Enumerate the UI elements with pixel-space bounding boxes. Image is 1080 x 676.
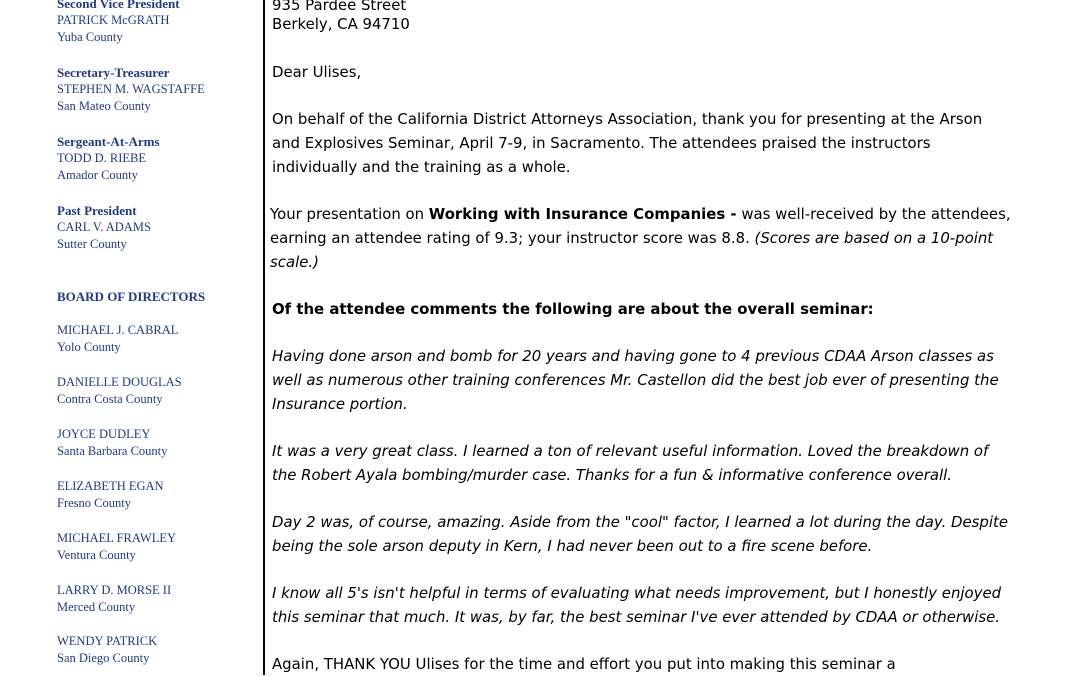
director-entry xyxy=(57,322,178,356)
comment-line: being the sole arson deputy in Kern, I had never been out to a fire scene before. xyxy=(272,537,873,555)
director-name: MICHAEL J. CABRAL xyxy=(57,323,179,337)
officer-role: Second Vice President xyxy=(57,0,180,11)
comment-line: this seminar that much. It was, by far, the best seminar I've ever attended by CDAA or otherwise. xyxy=(272,608,1001,626)
salutation: Dear Ulises, xyxy=(272,63,362,81)
officer-county: Sutter County xyxy=(57,237,127,251)
comment-line: Insurance portion. xyxy=(272,395,408,413)
director-name: ELIZABETH EGAN xyxy=(57,479,164,493)
officer-secretary-treasurer xyxy=(57,65,205,115)
director-entry xyxy=(57,478,164,512)
director-county: Yolo County xyxy=(57,340,121,354)
director-county: Ventura County xyxy=(57,548,136,562)
para2-line xyxy=(270,226,993,250)
director-county: Fresno County xyxy=(57,496,131,510)
director-entry xyxy=(57,633,157,667)
presentation-title: Working with Insurance Companies - xyxy=(428,205,737,223)
comments-heading xyxy=(272,297,874,321)
board-sidebar xyxy=(0,0,262,675)
officer-name: CARL V. ADAMS xyxy=(57,220,151,234)
comments-heading-text: Of the attendee comments the following are about the overall seminar: xyxy=(272,300,874,318)
director-county: Santa Barbara County xyxy=(57,444,168,458)
address-city: Berkely, CA 94710 xyxy=(272,15,410,33)
officer-second-vice-president xyxy=(57,0,180,46)
officer-name: PATRICK McGRATH xyxy=(57,13,170,27)
officer-name: STEPHEN M. WAGSTAFFE xyxy=(57,82,205,96)
director-entry xyxy=(57,374,182,408)
para2-text: earning an attendee rating of 9.3; your instructor score was 8.8. xyxy=(270,229,755,247)
officer-county: Yuba County xyxy=(57,30,123,44)
director-entry xyxy=(57,426,167,460)
officer-role: Secretary-Treasurer xyxy=(57,65,170,80)
officer-sergeant-at-arms xyxy=(57,134,160,184)
director-entry xyxy=(57,530,176,564)
officer-role: Past President xyxy=(57,203,137,218)
para1-line: individually and the training as a whole. xyxy=(272,158,571,176)
board-of-directors-heading: BOARD OF DIRECTORS xyxy=(57,289,206,304)
director-county: Merced County xyxy=(57,600,136,614)
officer-name: TODD D. RIEBE xyxy=(57,151,147,165)
officer-county: San Mateo County xyxy=(57,99,151,113)
para1-line: and Explosives Seminar, April 7-9, in Sacramento. The attendees praised the instructors xyxy=(272,134,931,152)
director-county: Contra Costa County xyxy=(57,392,163,406)
para2-line xyxy=(270,202,1011,226)
address-street: 935 Pardee Street xyxy=(272,0,407,14)
director-name: LARRY D. MORSE II xyxy=(57,583,172,597)
comment-line: Day 2 was, of course, amazing. Aside from the "cool" factor, I learned a lot during the day. Despite xyxy=(272,513,1009,531)
director-name: WENDY PATRICK xyxy=(57,634,158,648)
director-name: DANIELLE DOUGLAS xyxy=(57,375,182,389)
director-county: San Diego County xyxy=(57,651,150,665)
officer-past-president xyxy=(57,203,151,253)
officer-county: Amador County xyxy=(57,168,138,182)
para2-text: was well-received by the attendees, xyxy=(736,205,1011,223)
comment-line: I know all 5's isn't helpful in terms of evaluating what needs improvement, but I honestly enjoyed xyxy=(272,584,1002,602)
director-name: MICHAEL FRAWLEY xyxy=(57,531,177,545)
comment-line: well as numerous other training conferences Mr. Castellon did the best job ever of presenting the xyxy=(272,371,999,389)
director-name: JOYCE DUDLEY xyxy=(57,427,151,441)
scores-note: (Scores are based on a 10-point xyxy=(754,229,994,247)
comment-line: Having done arson and bomb for 20 years and having gone to 4 previous CDAA Arson classes as xyxy=(272,347,994,365)
para1-line: On behalf of the California District Attorneys Association, thank you for presenting at the Arson xyxy=(272,110,983,128)
officer-role: Sergeant-At-Arms xyxy=(57,134,160,149)
para2-text: Your presentation on xyxy=(270,205,429,223)
closing-line: Again, THANK YOU Ulises for the time and effort you put into making this seminar a xyxy=(272,655,896,673)
vertical-divider xyxy=(263,0,265,675)
comment-line: It was a very great class. I learned a ton of relevant useful information. Loved the breakdown of xyxy=(272,442,989,460)
scores-note: scale.) xyxy=(270,253,319,271)
comment-line: the Robert Ayala bombing/murder case. Thanks for a fun & informative conference overall. xyxy=(272,466,952,484)
director-entry xyxy=(57,582,171,616)
